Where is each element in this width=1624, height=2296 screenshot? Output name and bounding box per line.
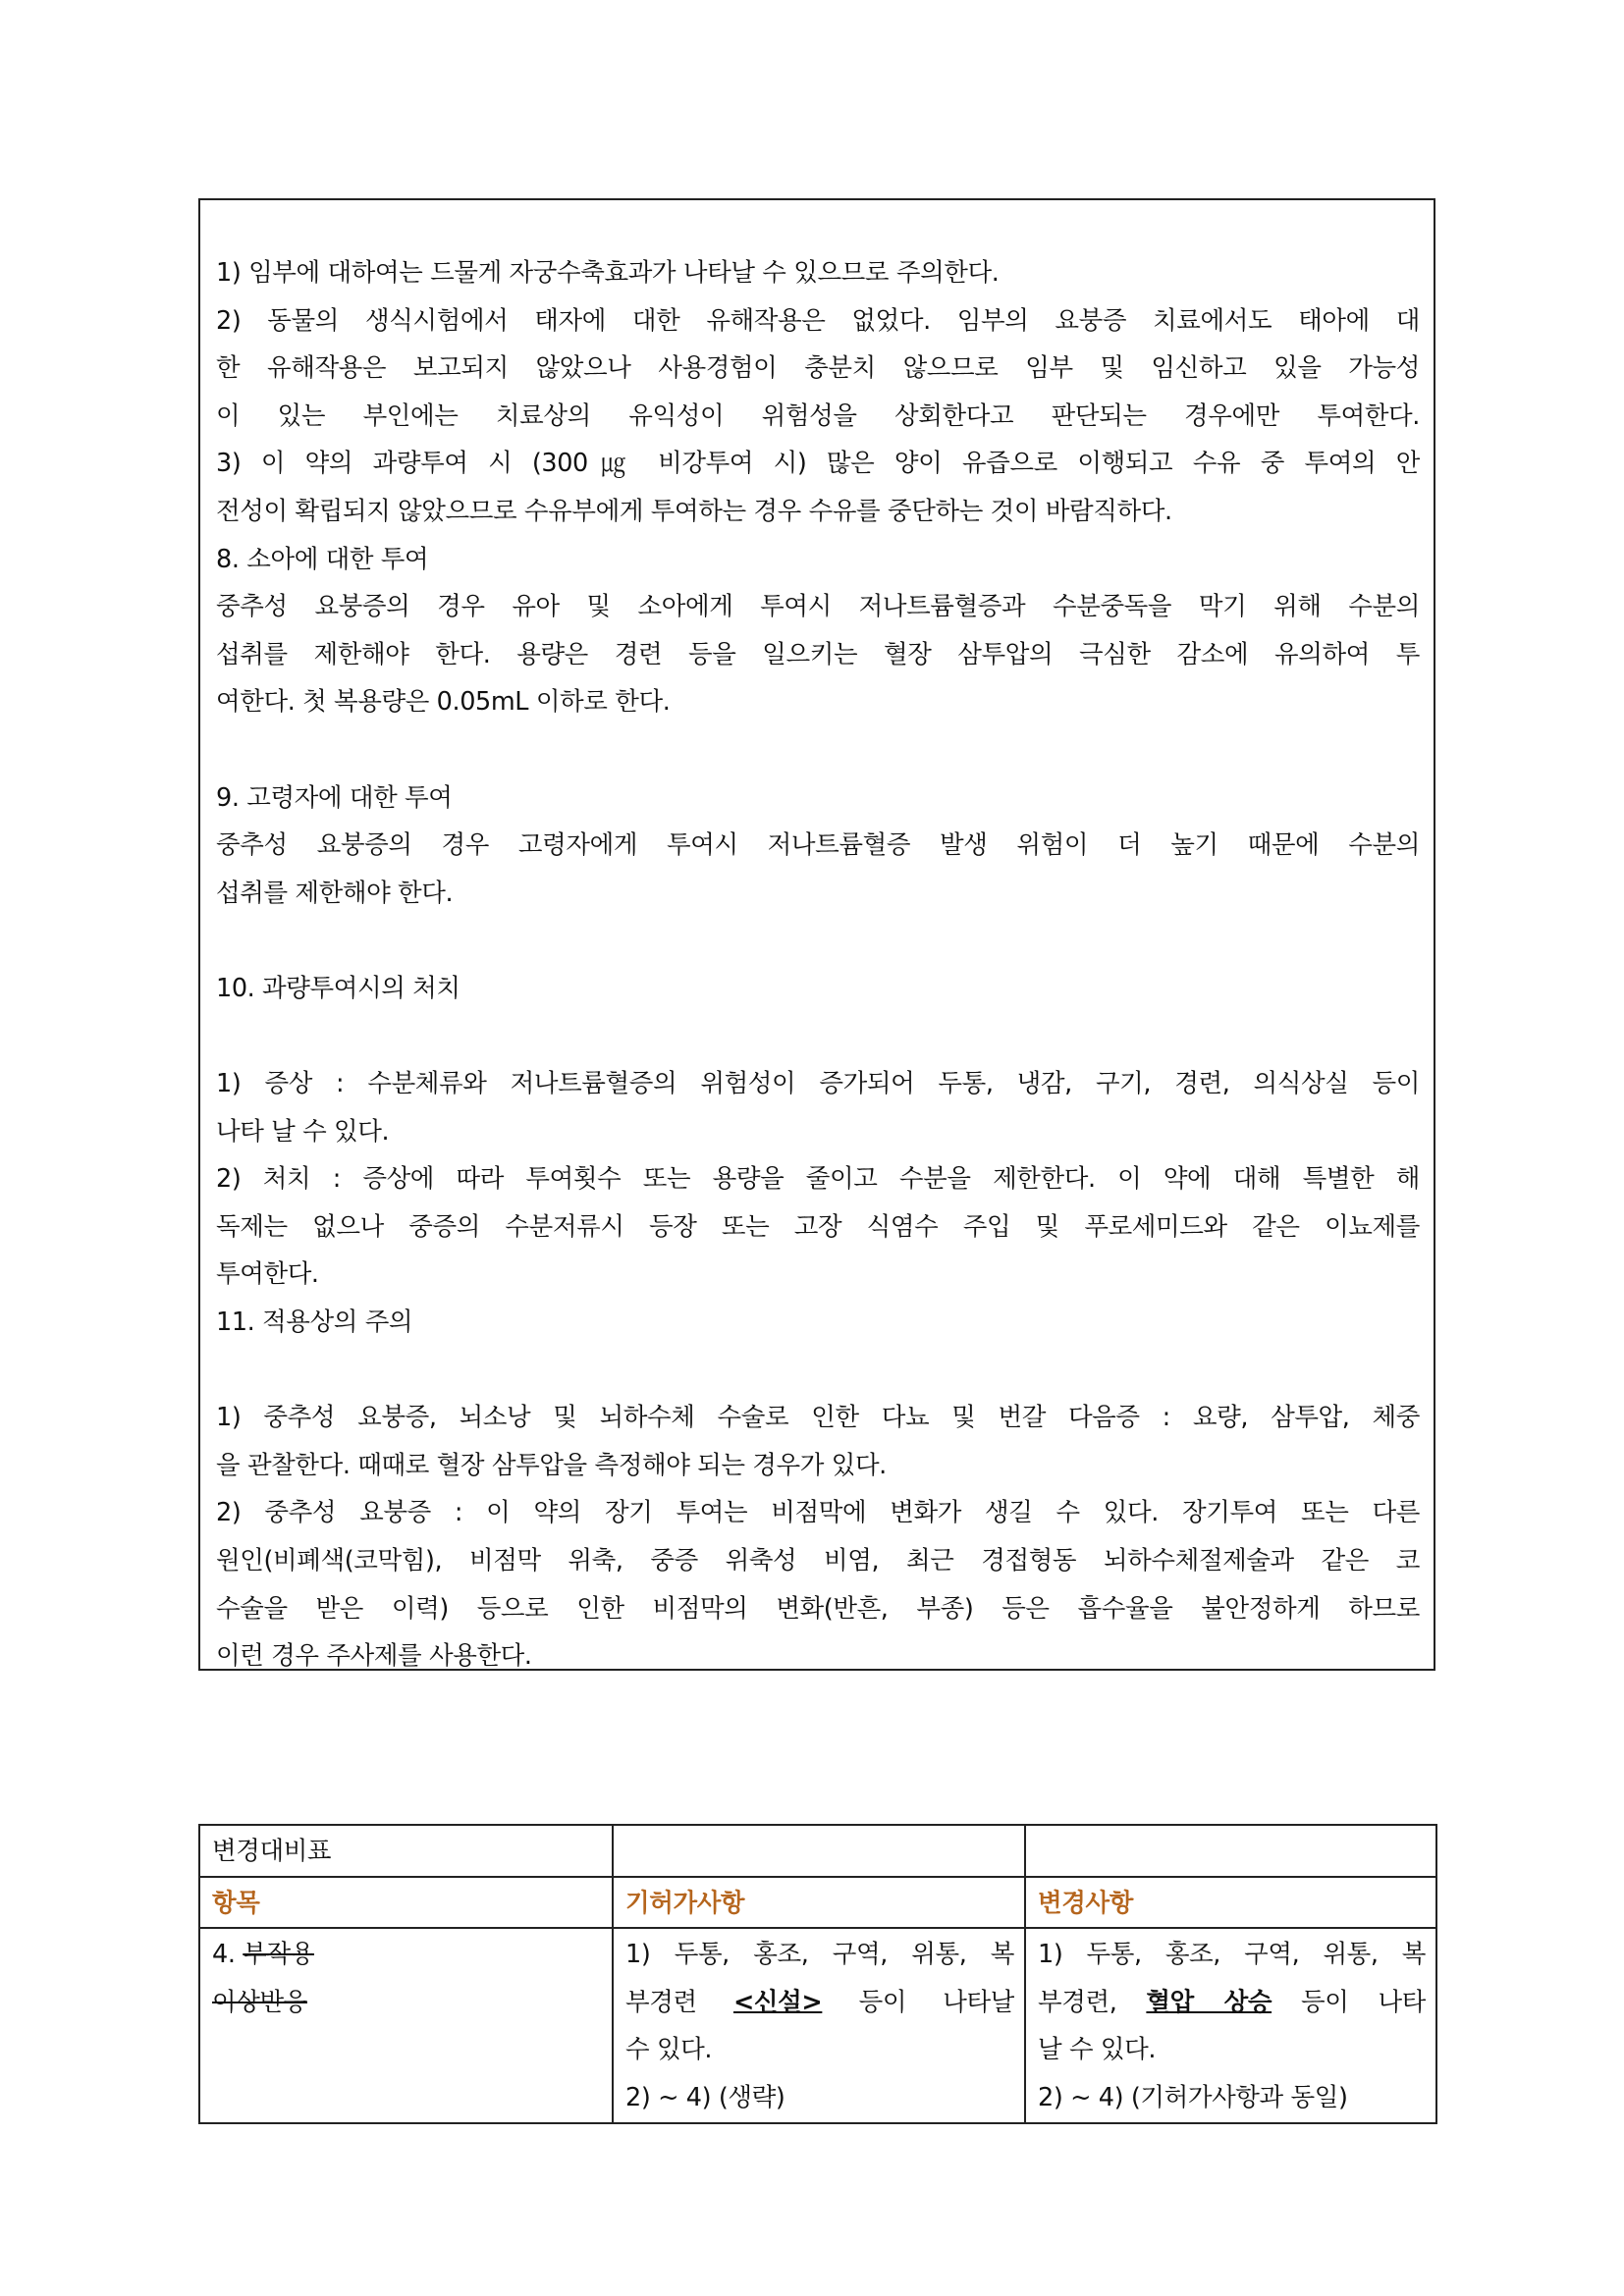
text-line: 을 관찰한다. 때때로 혈장 삼투압을 측정해야 되는 경우가 있다. (216, 1450, 887, 1480)
text-line: 11. 적용상의 주의 (216, 1308, 413, 1338)
before-cell (613, 1928, 1025, 2122)
precautions-text-box (198, 198, 1435, 1671)
item-number: 4. (212, 1940, 244, 1970)
text-line: 1) 중추성 요붕증, 뇌소낭 및 뇌하수체 수술로 인한 다뇨 및 번갈 다음증 : 요량, 삼투압, 체중 (216, 1403, 1420, 1433)
text-line: 1) 증상 : 수분체류와 저나트륨혈증의 위험성이 증가되어 두통, 냉감, 구기, 경련, 의식상실 등이 (216, 1069, 1420, 1099)
text-line: 10. 과량투여시의 처치 (216, 973, 460, 1003)
deleted-term: 부작용 (243, 1940, 314, 1970)
text-line: 원인(비폐색(코막힘), 비점막 위축, 중증 위축성 비염, 최근 경접형동 뇌하수체절제술과 같은 코 (216, 1546, 1420, 1576)
before-line: 1) 두통, 홍조, 구역, 위통, 복 (625, 1940, 1014, 1970)
after-line: 부경련, 혈압 상승 등이 나타 (1038, 1987, 1426, 2017)
empty-cell (1025, 1825, 1436, 1877)
blank-line (216, 1347, 1420, 1395)
text-line: 투여한다. (216, 1259, 319, 1290)
table-title: 변경대비표 (199, 1825, 613, 1877)
added-term: 혈압 상승 (1146, 1987, 1272, 2017)
text-line: 독제는 없으나 중증의 수분저류시 등장 또는 고장 식염수 주입 및 푸로세미드와 같은 이뇨제를 (216, 1211, 1420, 1242)
text-line: 9. 고령자에 대한 투여 (216, 782, 453, 813)
text-line: 2) 처치 : 증상에 따라 투여횟수 또는 용량을 줄이고 수분을 제한한다. 이 약에 대해 특별한 해 (216, 1164, 1420, 1195)
blank-line (216, 726, 1420, 774)
text-line: 중추성 요붕증의 경우 유아 및 소아에게 투여시 저나트륨혈증과 수분중독을 막기 위해 수분의 (216, 592, 1420, 622)
before-line: 수 있다. (625, 2035, 713, 2065)
text-line: 여한다. 첫 복용량은 0.05mL 이하로 한다. (216, 687, 671, 718)
text-line: 한 유해작용은 보고되지 않았으나 사용경험이 충분치 않으므로 임부 및 임신하고 있을 가능성 (216, 353, 1420, 384)
text-line: 2) 중추성 요붕증 : 이 약의 장기 투여는 비점막에 변화가 생길 수 있다. 장기투여 또는 다른 (216, 1498, 1420, 1528)
before-line: 2) ~ 4) (생략) (625, 2082, 785, 2112)
text-line: 8. 소아에 대한 투여 (216, 544, 429, 574)
text-line: 이런 경우 주사제를 사용한다. (216, 1641, 532, 1672)
table-title-row (199, 1825, 1436, 1877)
text-line: 1) 임부에 대하여는 드물게 자궁수축효과가 나타날 수 있으므로 주의한다. (216, 258, 1000, 288)
after-line: 날 수 있다. (1038, 2035, 1157, 2065)
after-line: 1) 두통, 홍조, 구역, 위통, 복 (1038, 1940, 1426, 1970)
text-line: 섭취를 제한해야 한다. (216, 878, 454, 908)
text-line: 전성이 확립되지 않았으므로 수유부에게 투여하는 경우 수유를 중단하는 것이 바람직하다. (216, 496, 1172, 526)
before-line: 부경련 <신설> 등이 나타날 (625, 1987, 1014, 2017)
text-line: 2) 동물의 생식시험에서 태자에 대한 유해작용은 없었다. 임부의 요붕증 치료에서도 태아에 대 (216, 305, 1420, 336)
item-line (212, 1931, 602, 1979)
header-item: 항목 (199, 1877, 613, 1929)
blank-line (216, 917, 1420, 965)
text-line: 3) 이 약의 과량투여 시 (300㎍ 비강투여 시) 많은 양이 유즙으로 이행되고 수유 중 투여의 안 (216, 449, 1420, 479)
empty-cell (613, 1825, 1025, 1877)
change-comparison-table (198, 1824, 1437, 2124)
text-line: 나타 날 수 있다. (216, 1116, 390, 1147)
blank-line (216, 1013, 1420, 1061)
deleted-term: 이상반응 (212, 1987, 307, 2017)
text-line: 수술을 받은 이력) 등으로 인한 비점막의 변화(반흔, 부종) 등은 흡수율을 불안정하게 하므로 (216, 1593, 1420, 1624)
after-cell (1025, 1928, 1436, 2122)
text-line: 중추성 요붕증의 경우 고령자에게 투여시 저나트륨혈증 발생 위험이 더 높기 때문에 수분의 (216, 830, 1420, 861)
table-header-row (199, 1877, 1436, 1929)
text-line: 섭취를 제한해야 한다. 용량은 경련 등을 일으키는 혈장 삼투압의 극심한 감소에 유의하여 투 (216, 639, 1420, 669)
new-marker: <신설> (732, 1987, 823, 2017)
item-cell (199, 1928, 613, 2122)
table-row (199, 1928, 1436, 2122)
text-line: 이 있는 부인에는 치료상의 유익성이 위험성을 상회한다고 판단되는 경우에만 투여한다. (216, 400, 1420, 431)
header-after: 변경사항 (1025, 1877, 1436, 1929)
after-line: 2) ~ 4) (기허가사항과 동일) (1038, 2082, 1348, 2112)
header-before: 기허가사항 (613, 1877, 1025, 1929)
